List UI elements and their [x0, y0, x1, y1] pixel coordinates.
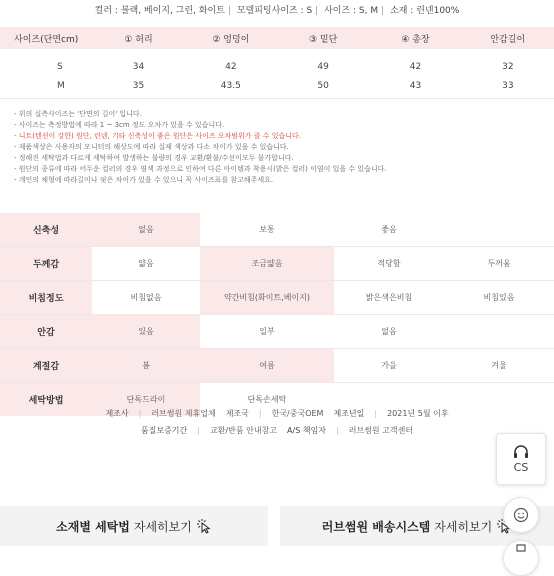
attr-option-empty — [444, 315, 554, 349]
attr-option: 얇음 — [92, 247, 200, 281]
shipping-system-title: 러브썸원 배송시스템 — [321, 519, 431, 534]
attr-option-empty — [444, 213, 554, 247]
size-cell: 42 — [225, 61, 237, 72]
attr-row-season — [0, 349, 554, 383]
size-header-cell: ① 허리 — [92, 27, 184, 49]
as-key: A/S 책임자 — [287, 426, 327, 435]
size-cell: 42 — [409, 61, 422, 72]
size-row — [0, 49, 554, 76]
washing-guide-button[interactable] — [0, 506, 268, 546]
size-header-cell: ③ 밑단 — [277, 27, 369, 49]
attr-label: 세탁방법 — [0, 383, 92, 417]
note-line: - 위의 실측사이즈는 '단면의 길이' 입니다. — [14, 110, 142, 118]
product-attributes-table — [0, 213, 554, 416]
attr-option: 보통 — [200, 213, 334, 247]
size-cell: 34 — [132, 61, 145, 72]
attr-option: 비침있음 — [444, 281, 554, 315]
size-header-cell: 사이즈(단면cm) — [0, 27, 92, 49]
attr-option: 적당함 — [334, 247, 444, 281]
attr-option: 겨울 — [444, 349, 554, 383]
size-header-cell: 안감길이 — [462, 27, 554, 49]
size-cell: 49 — [317, 61, 329, 72]
click-cursor-icon — [196, 518, 212, 534]
size-cell: M — [0, 76, 92, 99]
manufacturer-row: 제조사 | 러브썸원 제휴업체 제조국 | 한국/중국OEM 제조년일 | 2021년 5월 이후 — [105, 409, 449, 418]
size-cell: 50 — [277, 76, 369, 99]
size-cell: 43.5 — [185, 76, 277, 99]
cs-floating-button[interactable] — [496, 433, 546, 485]
attr-row-stretch — [0, 213, 554, 247]
date-key: 제조년일 — [333, 409, 365, 418]
attr-row-thickness — [0, 247, 554, 281]
attr-option-selected: 약간비침(화이트,베이지) — [200, 281, 334, 315]
washing-guide-more: 자세히보기 — [133, 519, 192, 534]
size-cell: 35 — [92, 76, 184, 99]
size-notes — [14, 109, 544, 186]
product-info-line: 컬러 : 블랙, 베이지, 그린, 화이트 | 모델피팅사이즈 : S | 사이즈 : S, M | 소재 : 린넨100% — [94, 6, 460, 16]
attr-option: 없음 — [334, 315, 444, 349]
washing-guide-title: 소재별 세탁법 — [56, 519, 130, 534]
chat-icon — [514, 541, 528, 553]
note-line: - 원단의 종류에 따라 어두운 컬러의 경우 염색 과정으로 인하여 다른 아이템과 착용시(밝은 컬러) 이염이 있을 수 있습니다. — [14, 165, 387, 173]
material-info: 소재 : 린넨100% — [390, 6, 460, 16]
attr-label: 안감 — [0, 315, 92, 349]
smile-floating-button[interactable] — [503, 497, 539, 533]
note-line: - 사이즈는 측정방법에 따라 1 ~ 3cm 정도 오차가 있을 수 있습니다. — [14, 121, 225, 129]
size-header-cell: ④ 총장 — [369, 27, 461, 49]
attr-option-selected: 있음 — [92, 315, 200, 349]
shipping-system-more: 자세히보기 — [434, 519, 493, 534]
attr-option-selected: 없음 — [92, 213, 200, 247]
note-line-warning: - 니트(텐션이 강한) 원단, 린넨, 기타 신축성이 좋은 원단은 사이즈 오차범위가 클 수 있습니다. — [14, 132, 302, 140]
manufacturer-info — [0, 405, 554, 439]
attr-option: 비침없음 — [92, 281, 200, 315]
warranty-row: 품질보증기간 | 교환/반품 안내참고 A/S 책임자 | 러브썸원 고객센터 — [140, 426, 414, 435]
attr-row-lining — [0, 315, 554, 349]
note-line: - 정해진 세탁법과 다르게 세탁하여 발생하는 불량의 경우 교환/환불/수선이모두 불가합니다. — [14, 154, 294, 162]
country-value: 한국/중국OEM — [271, 409, 324, 418]
as-value: 러브썸원 고객센터 — [348, 426, 414, 435]
warranty-value: 교환/반품 안내참고 — [209, 426, 278, 435]
note-line: - 개인의 체형에 따라길이나 핏은 차이가 있을 수 있으니 꼭 사이즈표를 참고해주세요. — [14, 176, 274, 184]
attr-option: 가을 — [334, 349, 444, 383]
attr-option-selected: 여름 — [200, 349, 334, 383]
note-line: - 제품색상은 사용자의 모니터의 해상도에 따라 실제 색상과 다소 차이가 있을 수 있습니다. — [14, 143, 289, 151]
country-key: 제조국 — [225, 409, 249, 418]
size-cell: 32 — [502, 61, 514, 72]
attr-option-selected: 조금얇음 — [200, 247, 334, 281]
size-table-header — [0, 27, 554, 49]
floating-button[interactable] — [503, 540, 539, 576]
size-cell: 43 — [369, 76, 461, 99]
warranty-key: 품질보증기간 — [140, 426, 188, 435]
date-value: 2021년 5월 이후 — [387, 409, 449, 418]
detail-links-bar — [0, 506, 554, 554]
cs-label: CS — [513, 460, 529, 474]
size-header-cell: ② 엉덩이 — [185, 27, 277, 49]
attr-option: 좋음 — [334, 213, 444, 247]
color-info: 컬러 : 블랙, 베이지, 그린, 화이트 — [94, 6, 225, 16]
attr-option: 단독손세탁 — [247, 395, 287, 404]
maker-value: 러브썸원 제휴업체 — [151, 409, 216, 418]
size-row — [0, 76, 554, 99]
attr-label: 두께감 — [0, 247, 92, 281]
attr-label: 계절감 — [0, 349, 92, 383]
headset-icon — [513, 445, 529, 459]
attr-row-sheerness — [0, 281, 554, 315]
size-cell: S — [57, 61, 63, 72]
attr-option: 일부 — [200, 315, 334, 349]
model-size-info: 모델피팅사이즈 : S — [236, 6, 313, 16]
attr-option-selected: 단독드라이 — [92, 383, 200, 417]
size-cell: 33 — [462, 76, 554, 99]
smile-icon — [513, 507, 529, 523]
attr-label: 신축성 — [0, 213, 92, 247]
size-table — [0, 27, 554, 99]
size-info: 사이즈 : S, M — [324, 6, 379, 16]
attr-option-selected: 봄 — [92, 349, 200, 383]
maker-key: 제조사 — [105, 409, 129, 418]
attr-option: 두꺼움 — [444, 247, 554, 281]
attr-label: 비침정도 — [0, 281, 92, 315]
attr-option: 밝은색은비침 — [334, 281, 444, 315]
